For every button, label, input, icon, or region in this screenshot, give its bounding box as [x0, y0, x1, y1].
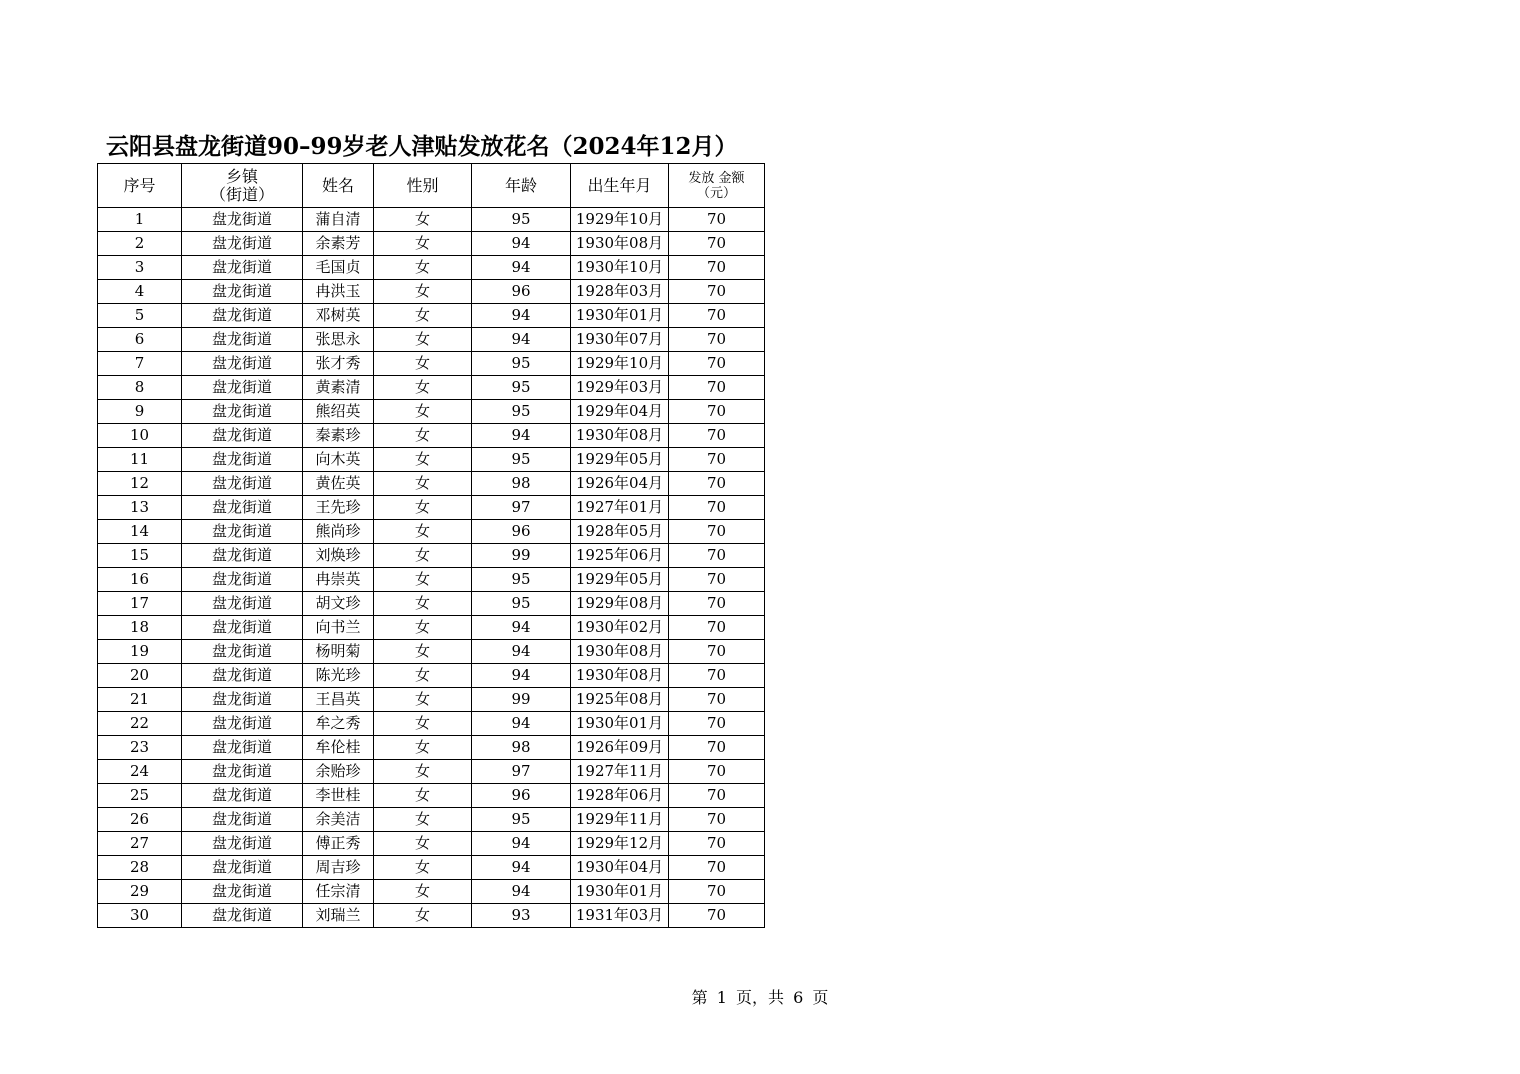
cell-amount: 70: [669, 496, 765, 520]
cell-birth-month: 1926年04月: [571, 472, 669, 496]
cell-birth-month: 1929年12月: [571, 832, 669, 856]
cell-amount: 70: [669, 616, 765, 640]
cell-age: 94: [472, 640, 571, 664]
cell-gender: 女: [374, 712, 472, 736]
cell-township: 盘龙街道: [182, 496, 303, 520]
cell-gender: 女: [374, 424, 472, 448]
cell-index: 19: [98, 640, 182, 664]
header-index: 序号: [98, 164, 182, 208]
cell-amount: 70: [669, 856, 765, 880]
cell-name: 牟伦桂: [303, 736, 374, 760]
header-township: [182, 164, 303, 208]
table-row: [98, 400, 765, 424]
cell-age: 95: [472, 448, 571, 472]
table-row: [98, 328, 765, 352]
cell-township: 盘龙街道: [182, 448, 303, 472]
cell-amount: 70: [669, 688, 765, 712]
cell-name: 冉崇英: [303, 568, 374, 592]
cell-name: 陈光珍: [303, 664, 374, 688]
cell-township: 盘龙街道: [182, 688, 303, 712]
cell-amount: 70: [669, 448, 765, 472]
cell-gender: 女: [374, 280, 472, 304]
cell-amount: 70: [669, 544, 765, 568]
cell-birth-month: 1926年09月: [571, 736, 669, 760]
cell-name: 傅正秀: [303, 832, 374, 856]
cell-age: 94: [472, 616, 571, 640]
header-amount: [669, 164, 765, 208]
subsidy-roster-table: [97, 163, 765, 928]
header-amount-text: 发放 金额 （元）: [688, 170, 745, 201]
cell-name: 李世桂: [303, 784, 374, 808]
cell-name: 任宗清: [303, 880, 374, 904]
cell-name: 余素芳: [303, 232, 374, 256]
cell-amount: 70: [669, 208, 765, 232]
table-row: [98, 688, 765, 712]
table-row: [98, 376, 765, 400]
cell-gender: 女: [374, 784, 472, 808]
cell-amount: 70: [669, 328, 765, 352]
cell-gender: 女: [374, 328, 472, 352]
cell-name: 刘焕珍: [303, 544, 374, 568]
cell-amount: 70: [669, 904, 765, 928]
cell-birth-month: 1929年11月: [571, 808, 669, 832]
cell-gender: 女: [374, 352, 472, 376]
table-row: [98, 232, 765, 256]
cell-amount: 70: [669, 832, 765, 856]
cell-gender: 女: [374, 760, 472, 784]
cell-age: 95: [472, 592, 571, 616]
cell-amount: 70: [669, 592, 765, 616]
header-gender: 性别: [374, 164, 472, 208]
cell-index: 26: [98, 808, 182, 832]
cell-amount: 70: [669, 712, 765, 736]
cell-name: 牟之秀: [303, 712, 374, 736]
table-row: [98, 568, 765, 592]
table-row: [98, 880, 765, 904]
cell-age: 95: [472, 568, 571, 592]
table-header-row: [98, 164, 765, 208]
cell-index: 28: [98, 856, 182, 880]
cell-township: 盘龙街道: [182, 400, 303, 424]
cell-gender: 女: [374, 736, 472, 760]
cell-township: 盘龙街道: [182, 208, 303, 232]
table-row: [98, 256, 765, 280]
cell-birth-month: 1925年06月: [571, 544, 669, 568]
cell-age: 94: [472, 232, 571, 256]
cell-age: 95: [472, 808, 571, 832]
cell-age: 98: [472, 472, 571, 496]
cell-age: 94: [472, 328, 571, 352]
cell-birth-month: 1930年10月: [571, 256, 669, 280]
table-row: [98, 904, 765, 928]
cell-age: 95: [472, 376, 571, 400]
cell-index: 4: [98, 280, 182, 304]
cell-index: 8: [98, 376, 182, 400]
cell-birth-month: 1929年05月: [571, 448, 669, 472]
cell-gender: 女: [374, 616, 472, 640]
cell-index: 11: [98, 448, 182, 472]
cell-gender: 女: [374, 520, 472, 544]
cell-birth-month: 1930年04月: [571, 856, 669, 880]
cell-gender: 女: [374, 568, 472, 592]
cell-birth-month: 1929年05月: [571, 568, 669, 592]
cell-name: 冉洪玉: [303, 280, 374, 304]
cell-name: 向木英: [303, 448, 374, 472]
page-footer: 第 1 页，共 6 页: [691, 988, 829, 1007]
cell-age: 95: [472, 208, 571, 232]
cell-index: 18: [98, 616, 182, 640]
cell-index: 7: [98, 352, 182, 376]
cell-name: 余贻珍: [303, 760, 374, 784]
cell-index: 16: [98, 568, 182, 592]
cell-township: 盘龙街道: [182, 808, 303, 832]
cell-age: 96: [472, 520, 571, 544]
cell-age: 95: [472, 400, 571, 424]
cell-gender: 女: [374, 472, 472, 496]
cell-age: 98: [472, 736, 571, 760]
cell-birth-month: 1930年08月: [571, 232, 669, 256]
table-row: [98, 808, 765, 832]
cell-index: 13: [98, 496, 182, 520]
cell-age: 96: [472, 784, 571, 808]
cell-birth-month: 1930年08月: [571, 424, 669, 448]
cell-age: 94: [472, 256, 571, 280]
table-row: [98, 208, 765, 232]
table-body: [98, 208, 765, 928]
cell-township: 盘龙街道: [182, 544, 303, 568]
cell-birth-month: 1927年01月: [571, 496, 669, 520]
cell-birth-month: 1929年10月: [571, 352, 669, 376]
table-row: [98, 424, 765, 448]
cell-amount: 70: [669, 400, 765, 424]
table-row: [98, 304, 765, 328]
cell-index: 10: [98, 424, 182, 448]
cell-amount: 70: [669, 304, 765, 328]
table-row: [98, 544, 765, 568]
cell-index: 30: [98, 904, 182, 928]
cell-age: 94: [472, 880, 571, 904]
cell-gender: 女: [374, 664, 472, 688]
cell-index: 23: [98, 736, 182, 760]
cell-township: 盘龙街道: [182, 640, 303, 664]
table-row: [98, 736, 765, 760]
cell-amount: 70: [669, 736, 765, 760]
table-row: [98, 784, 765, 808]
document-title: 云阳县盘龙街道90–99岁老人津贴发放花名（2024年12月）: [106, 133, 738, 160]
cell-gender: 女: [374, 592, 472, 616]
cell-index: 6: [98, 328, 182, 352]
cell-birth-month: 1930年08月: [571, 640, 669, 664]
cell-age: 94: [472, 424, 571, 448]
cell-gender: 女: [374, 544, 472, 568]
cell-index: 29: [98, 880, 182, 904]
cell-gender: 女: [374, 832, 472, 856]
cell-name: 向书兰: [303, 616, 374, 640]
cell-township: 盘龙街道: [182, 904, 303, 928]
cell-birth-month: 1929年10月: [571, 208, 669, 232]
cell-name: 余美洁: [303, 808, 374, 832]
cell-birth-month: 1929年04月: [571, 400, 669, 424]
cell-name: 蒲自清: [303, 208, 374, 232]
cell-age: 99: [472, 544, 571, 568]
cell-age: 94: [472, 856, 571, 880]
cell-township: 盘龙街道: [182, 232, 303, 256]
cell-amount: 70: [669, 640, 765, 664]
cell-index: 21: [98, 688, 182, 712]
cell-birth-month: 1928年03月: [571, 280, 669, 304]
cell-name: 张思永: [303, 328, 374, 352]
cell-township: 盘龙街道: [182, 664, 303, 688]
cell-gender: 女: [374, 640, 472, 664]
cell-township: 盘龙街道: [182, 592, 303, 616]
cell-index: 27: [98, 832, 182, 856]
cell-amount: 70: [669, 760, 765, 784]
cell-amount: 70: [669, 280, 765, 304]
header-township-line1: 乡镇 （街道）: [209, 166, 274, 204]
cell-amount: 70: [669, 568, 765, 592]
cell-amount: 70: [669, 232, 765, 256]
table-row: [98, 832, 765, 856]
cell-township: 盘龙街道: [182, 832, 303, 856]
cell-age: 97: [472, 496, 571, 520]
cell-index: 14: [98, 520, 182, 544]
cell-gender: 女: [374, 208, 472, 232]
cell-gender: 女: [374, 232, 472, 256]
cell-birth-month: 1928年05月: [571, 520, 669, 544]
cell-age: 94: [472, 832, 571, 856]
cell-amount: 70: [669, 664, 765, 688]
cell-gender: 女: [374, 448, 472, 472]
table-row: [98, 592, 765, 616]
cell-age: 93: [472, 904, 571, 928]
cell-name: 王先珍: [303, 496, 374, 520]
header-age: 年龄: [472, 164, 571, 208]
cell-township: 盘龙街道: [182, 784, 303, 808]
table-row: [98, 472, 765, 496]
cell-birth-month: 1930年02月: [571, 616, 669, 640]
cell-age: 97: [472, 760, 571, 784]
cell-amount: 70: [669, 352, 765, 376]
cell-name: 黄素清: [303, 376, 374, 400]
cell-index: 17: [98, 592, 182, 616]
table-row: [98, 760, 765, 784]
cell-birth-month: 1930年07月: [571, 328, 669, 352]
table-row: [98, 520, 765, 544]
header-name: 姓名: [303, 164, 374, 208]
cell-index: 24: [98, 760, 182, 784]
cell-township: 盘龙街道: [182, 760, 303, 784]
cell-index: 12: [98, 472, 182, 496]
cell-name: 邓树英: [303, 304, 374, 328]
cell-gender: 女: [374, 688, 472, 712]
cell-index: 3: [98, 256, 182, 280]
cell-birth-month: 1929年08月: [571, 592, 669, 616]
cell-township: 盘龙街道: [182, 256, 303, 280]
cell-name: 杨明菊: [303, 640, 374, 664]
cell-township: 盘龙街道: [182, 736, 303, 760]
cell-gender: 女: [374, 880, 472, 904]
cell-township: 盘龙街道: [182, 472, 303, 496]
cell-name: 周吉珍: [303, 856, 374, 880]
cell-index: 25: [98, 784, 182, 808]
cell-index: 1: [98, 208, 182, 232]
cell-gender: 女: [374, 808, 472, 832]
cell-index: 22: [98, 712, 182, 736]
cell-gender: 女: [374, 856, 472, 880]
cell-birth-month: 1930年01月: [571, 880, 669, 904]
cell-gender: 女: [374, 400, 472, 424]
cell-amount: 70: [669, 784, 765, 808]
cell-name: 秦素珍: [303, 424, 374, 448]
cell-township: 盘龙街道: [182, 424, 303, 448]
cell-name: 王昌英: [303, 688, 374, 712]
cell-birth-month: 1930年01月: [571, 712, 669, 736]
cell-birth-month: 1930年08月: [571, 664, 669, 688]
cell-index: 9: [98, 400, 182, 424]
cell-township: 盘龙街道: [182, 376, 303, 400]
cell-name: 黄佐英: [303, 472, 374, 496]
cell-name: 熊绍英: [303, 400, 374, 424]
cell-amount: 70: [669, 376, 765, 400]
cell-township: 盘龙街道: [182, 304, 303, 328]
table-row: [98, 616, 765, 640]
cell-birth-month: 1930年01月: [571, 304, 669, 328]
table-row: [98, 496, 765, 520]
cell-township: 盘龙街道: [182, 712, 303, 736]
cell-age: 94: [472, 664, 571, 688]
cell-township: 盘龙街道: [182, 352, 303, 376]
cell-age: 94: [472, 712, 571, 736]
table-row: [98, 664, 765, 688]
cell-amount: 70: [669, 520, 765, 544]
cell-birth-month: 1929年03月: [571, 376, 669, 400]
cell-gender: 女: [374, 376, 472, 400]
cell-name: 胡文珍: [303, 592, 374, 616]
cell-name: 毛国贞: [303, 256, 374, 280]
cell-name: 刘瑞兰: [303, 904, 374, 928]
cell-township: 盘龙街道: [182, 568, 303, 592]
cell-township: 盘龙街道: [182, 328, 303, 352]
table-row: [98, 640, 765, 664]
table-row: [98, 856, 765, 880]
cell-birth-month: 1931年03月: [571, 904, 669, 928]
cell-index: 15: [98, 544, 182, 568]
cell-index: 5: [98, 304, 182, 328]
cell-township: 盘龙街道: [182, 520, 303, 544]
table-row: [98, 448, 765, 472]
cell-gender: 女: [374, 304, 472, 328]
cell-amount: 70: [669, 808, 765, 832]
cell-amount: 70: [669, 424, 765, 448]
table-row: [98, 712, 765, 736]
cell-index: 20: [98, 664, 182, 688]
cell-amount: 70: [669, 472, 765, 496]
cell-gender: 女: [374, 496, 472, 520]
cell-township: 盘龙街道: [182, 856, 303, 880]
table-row: [98, 352, 765, 376]
cell-township: 盘龙街道: [182, 616, 303, 640]
cell-name: 张才秀: [303, 352, 374, 376]
cell-amount: 70: [669, 880, 765, 904]
cell-birth-month: 1928年06月: [571, 784, 669, 808]
cell-index: 2: [98, 232, 182, 256]
cell-birth-month: 1927年11月: [571, 760, 669, 784]
cell-township: 盘龙街道: [182, 280, 303, 304]
cell-age: 96: [472, 280, 571, 304]
cell-name: 熊尚珍: [303, 520, 374, 544]
cell-birth-month: 1925年08月: [571, 688, 669, 712]
cell-age: 99: [472, 688, 571, 712]
cell-gender: 女: [374, 256, 472, 280]
header-birth-month: 出生年月: [571, 164, 669, 208]
table-row: [98, 280, 765, 304]
cell-amount: 70: [669, 256, 765, 280]
cell-age: 95: [472, 352, 571, 376]
cell-township: 盘龙街道: [182, 880, 303, 904]
cell-gender: 女: [374, 904, 472, 928]
cell-age: 94: [472, 304, 571, 328]
